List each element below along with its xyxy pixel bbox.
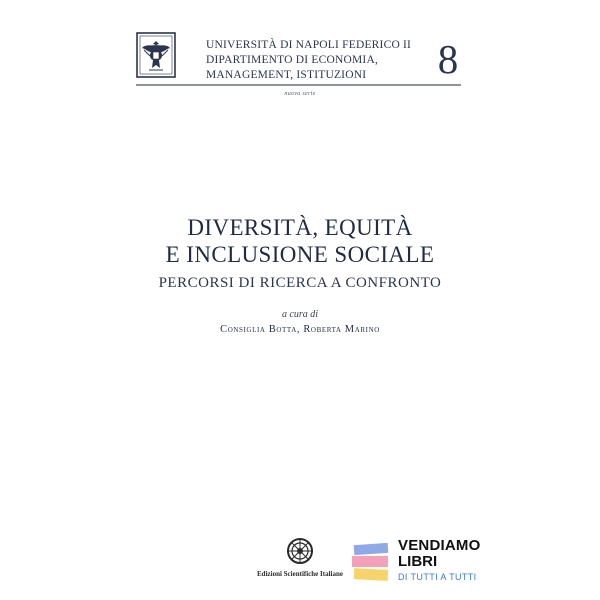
badge-line-1: VENDIAMO [398, 537, 481, 554]
vendiamo-libri-badge[interactable] [398, 538, 488, 584]
editor-intro: a cura di [281, 309, 319, 320]
book-title [130, 214, 470, 268]
university-crest-icon [136, 32, 176, 78]
book-subtitle: PERCORSI DI RICERCA A CONFRONTO [158, 275, 442, 291]
university-line: UNIVERSITÀ DI NAPOLI FEDERICO II [206, 39, 412, 51]
department-line: MANAGEMENT, ISTITUZIONI [206, 69, 367, 81]
badge-line-2: LIBRI [398, 553, 438, 570]
university-name [206, 38, 416, 83]
badge-tagline: DI TUTTI A TUTTI [398, 572, 477, 582]
department-line: DIPARTIMENTO DI ECONOMIA, [206, 54, 379, 66]
series-number: 8 [437, 36, 459, 82]
title-line: E INCLUSIONE SOCIALE [165, 242, 435, 267]
title-line: DIVERSITÀ, EQUITÀ [187, 215, 413, 240]
publisher-logo-icon [286, 537, 314, 565]
book-editors: Consiglia Botta, Roberta Marino [220, 324, 380, 335]
book-stack-icon [350, 540, 392, 586]
header-divider [136, 84, 461, 86]
series-label: nuova serie [284, 91, 316, 97]
publisher-name: Edizioni Scientifiche Italiane [257, 570, 343, 578]
